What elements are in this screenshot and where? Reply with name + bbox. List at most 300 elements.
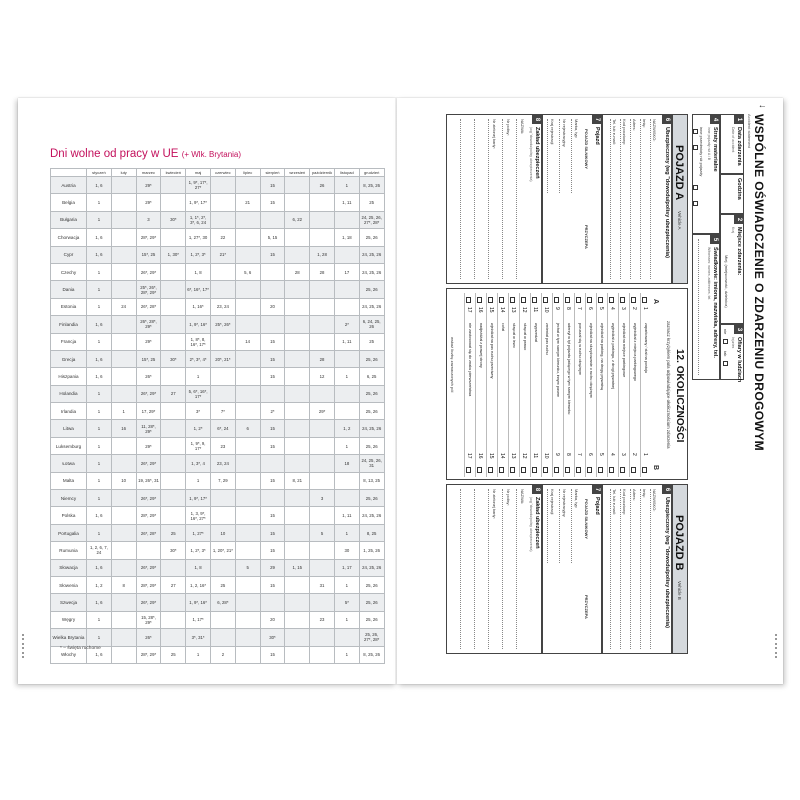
holiday-cell [235, 437, 260, 454]
circumstance-number-a: 17 [466, 307, 472, 313]
circumstance-text: wyprzedzał [534, 323, 538, 342]
holiday-cell: 26*, 29* [136, 559, 161, 576]
holiday-cell [310, 211, 335, 228]
holiday-cell: 25, 26 [359, 437, 384, 454]
header-month: listopad [334, 169, 359, 177]
circumstance-a-checkbox[interactable] [477, 297, 483, 303]
circumstance-b-checkbox[interactable] [598, 467, 604, 473]
holiday-cell [235, 524, 260, 541]
circumstance-text: wyjeżdżał z parkingu, z drogi prywatnej [611, 323, 615, 389]
holiday-cell [161, 629, 186, 646]
holiday-cell [210, 211, 235, 228]
holiday-cell: 15, 28*, 29* [136, 611, 161, 628]
holiday-cell [161, 403, 186, 420]
holiday-cell: 24, 25, 26, 31 [359, 455, 384, 472]
holiday-cell: 24, 25, 26 [359, 263, 384, 280]
right-page [397, 98, 783, 684]
holiday-cell: 30 [334, 542, 359, 559]
holiday-cell: 26*, 29* [136, 490, 161, 507]
accident-form-wrapper [410, 104, 772, 675]
circumstance-a-checkbox[interactable] [598, 297, 604, 303]
holiday-cell [235, 368, 260, 385]
holiday-cell [111, 559, 136, 576]
holiday-cell: 21* [210, 246, 235, 263]
circumstance-row [475, 293, 484, 477]
holiday-cell: 6*, 24 [210, 420, 235, 437]
holiday-cell: 29* [310, 403, 335, 420]
holiday-cell: 6, 24, 25, 26 [359, 316, 384, 333]
holiday-cell [235, 246, 260, 263]
table-row [51, 437, 385, 454]
country-cell: Szwecja [51, 594, 87, 611]
holiday-cell [310, 229, 335, 246]
circumstance-a-checkbox[interactable] [510, 297, 516, 303]
vehicle-a-insured[interactable]: 6 Ubezpieczony (wg "dowodu/polisy ubezpieczenia) NAZWISKO: Imię: Adres: Kod pocztowy: Tel. lub e-mail: [602, 114, 672, 284]
holiday-cell: 27 [161, 385, 186, 402]
holiday-cell [161, 316, 186, 333]
holiday-cell: 8, 13, 25 [359, 472, 384, 489]
holiday-cell [285, 437, 310, 454]
country-cell: Austria [51, 177, 87, 194]
holiday-cell [334, 472, 359, 489]
holiday-cell [334, 385, 359, 402]
holiday-cell: 8, 25, 26 [359, 646, 384, 663]
circumstance-b-checkbox[interactable] [620, 467, 626, 473]
holiday-cell: 15 [260, 333, 285, 350]
holiday-cell [285, 316, 310, 333]
holiday-cell: 26*, 28* [136, 524, 161, 541]
holiday-cell: 29* [136, 333, 161, 350]
holiday-cell [235, 298, 260, 315]
holiday-cell [310, 437, 335, 454]
circumstance-number-a: 2 [631, 307, 637, 310]
holiday-cell: 20 [260, 611, 285, 628]
circumstance-a-checkbox[interactable] [521, 297, 527, 303]
table-row [51, 350, 385, 367]
holiday-cell: 26* [136, 368, 161, 385]
holiday-cell [260, 455, 285, 472]
holiday-cell [285, 385, 310, 402]
table-row [51, 316, 385, 333]
holiday-cell: 26*, 28*, 29* [136, 316, 161, 333]
country-cell: Chorwacja [51, 229, 87, 246]
holiday-cell [111, 368, 136, 385]
country-cell: Węgry [51, 611, 87, 628]
holiday-cell [210, 559, 235, 576]
holiday-cell [161, 194, 186, 211]
holiday-cell [161, 229, 186, 246]
holiday-cell: 20*, 21* [210, 350, 235, 367]
header-country [51, 169, 87, 177]
holiday-cell: 27 [161, 576, 186, 593]
holiday-cell: 25, 26 [359, 576, 384, 593]
holiday-cell [310, 281, 335, 298]
holiday-cell [334, 629, 359, 646]
circumstance-row [596, 293, 605, 477]
holiday-cell: 25 [359, 333, 384, 350]
circumstance-text: wjeżdżał na pas ruchu przeciwny [490, 323, 494, 379]
field-time[interactable]: Godzina [720, 174, 744, 214]
holiday-cell: 22 [210, 229, 235, 246]
holiday-cell: 10 [210, 524, 235, 541]
holiday-cell: 15 [260, 368, 285, 385]
circumstance-a-checkbox[interactable] [532, 297, 538, 303]
holiday-cell: 25 [161, 646, 186, 663]
circumstance-b-checkbox[interactable] [477, 467, 483, 473]
holiday-cell [210, 368, 235, 385]
holiday-cell: 26*, 29* [136, 263, 161, 280]
holiday-cell [111, 229, 136, 246]
holiday-cell: 19, 26*, 31 [136, 472, 161, 489]
circumstance-a-checkbox[interactable] [554, 297, 560, 303]
circumstance-b-checkbox[interactable] [499, 467, 505, 473]
circumstance-text: wjeżdżał na skrzyżowanie o ruchu okrężnym [589, 323, 593, 398]
holiday-cell: 15 [260, 194, 285, 211]
holiday-cell [285, 594, 310, 611]
holiday-cell [161, 437, 186, 454]
holiday-cell: 12 [310, 368, 335, 385]
holiday-cell: 17, 29* [136, 403, 161, 420]
holiday-cell: 28*, 29* [136, 576, 161, 593]
holiday-cell: 1, 20*, 21* [210, 542, 235, 559]
vehicle-a-band: POJAZD A Vehicle A [672, 114, 688, 284]
circumstance-row [541, 293, 550, 477]
holiday-cell [310, 559, 335, 576]
circumstance-text: nadjeżdżał z prawej strony [479, 323, 483, 368]
circumstance-a-checkbox[interactable] [499, 297, 505, 303]
country-cell: Malta [51, 472, 87, 489]
binding-holes-right [775, 634, 777, 658]
circumstance-a-checkbox[interactable] [565, 297, 571, 303]
footnote: * – święta ruchome [60, 646, 101, 651]
circumstance-number-b: 10 [543, 453, 549, 459]
holiday-cell [285, 490, 310, 507]
damage-no-checkbox[interactable] [693, 129, 698, 134]
field-place[interactable]: 2 Miejsce zdarzenia: Kraj Miej. (miejscowość, dzielnica) [720, 214, 744, 324]
holiday-cell: 1, 8 [186, 559, 211, 576]
holiday-cell: 1 [334, 611, 359, 628]
circumstance-a-checkbox[interactable] [609, 297, 615, 303]
holiday-cell [235, 490, 260, 507]
holiday-cell: 26*, 29* [136, 385, 161, 402]
holiday-cell: 25, 26 [359, 281, 384, 298]
holiday-cell: 1 [87, 455, 112, 472]
holiday-cell: 23 [310, 611, 335, 628]
left-page [18, 98, 397, 684]
holiday-cell [161, 507, 186, 524]
holiday-cell [111, 263, 136, 280]
holiday-cell [334, 298, 359, 315]
holiday-cell: 2* [334, 316, 359, 333]
circumstance-b-checkbox[interactable] [587, 467, 593, 473]
circumstance-b-checkbox[interactable] [532, 467, 538, 473]
circumstance-row [574, 293, 583, 477]
circumstance-number-b: 4 [609, 453, 615, 456]
holiday-cell: 1 [87, 385, 112, 402]
vehicle-a-insurer[interactable]: 8 Zakład ubezpieczeń (wg "dowodu/polisy ubezpieczenia) NAZWA: Nr polisy: Nr zielonej karty: [446, 114, 542, 284]
holiday-cell: 2* [260, 403, 285, 420]
holiday-cell: 1, 9*, 17* [186, 490, 211, 507]
holiday-cell: 1, 17 [334, 559, 359, 576]
holiday-cell: 1, 28 [310, 246, 335, 263]
holiday-cell: 17 [334, 263, 359, 280]
circumstance-number-a: 5 [598, 307, 604, 310]
holiday-cell [161, 455, 186, 472]
holiday-cell [111, 177, 136, 194]
injuries-no-checkbox[interactable] [723, 339, 728, 344]
holiday-cell: 29* [136, 177, 161, 194]
holiday-cell: 15 [260, 420, 285, 437]
circumstance-text: nie zastosował się do znaku pierwszeństwa [468, 323, 472, 397]
holiday-cell [161, 281, 186, 298]
holiday-cell: 5* [334, 594, 359, 611]
circumstance-row [607, 293, 616, 477]
vehicle-b-insured[interactable]: 6 Ubezpieczony (wg "dowodu/polisy ubezpieczenia) NAZWISKO: Imię: Adres: Kod pocztowy: Tel. lub e-mail: [602, 484, 672, 654]
holiday-cell: 6, 22 [285, 211, 310, 228]
holiday-cell: 10 [111, 472, 136, 489]
holiday-cell [210, 490, 235, 507]
holiday-cell [285, 455, 310, 472]
holiday-cell: 28 [310, 263, 335, 280]
country-cell: Cypr [51, 246, 87, 263]
damage-other-yes-checkbox[interactable] [693, 201, 698, 206]
circumstance-b-checkbox[interactable] [576, 467, 582, 473]
holiday-cell [111, 350, 136, 367]
holiday-cell: 15 [260, 246, 285, 263]
holiday-cell: 1, 27*, 30 [186, 229, 211, 246]
holiday-cell: 1, 2, 6, 7, 24 [87, 542, 112, 559]
holiday-cell: 24 [111, 298, 136, 315]
field-date[interactable]: 1 Data zdarzenia Date of accident [720, 114, 744, 174]
holiday-cell [310, 507, 335, 524]
table-row [51, 194, 385, 211]
holiday-cell: 1, 6 [87, 368, 112, 385]
circumstance-a-checkbox[interactable] [466, 297, 472, 303]
holiday-cell [334, 403, 359, 420]
holiday-cell: 15 [260, 576, 285, 593]
holiday-cell: 25*, 26* [210, 316, 235, 333]
circumstance-a-checkbox[interactable] [631, 297, 637, 303]
holiday-cell [161, 611, 186, 628]
title-text: Dni wolne od pracy w UE [50, 148, 179, 160]
holiday-cell: 6, 25 [359, 368, 384, 385]
holiday-cell [235, 455, 260, 472]
holiday-cell: 26* [136, 629, 161, 646]
circumstance-b-checkbox[interactable] [565, 467, 571, 473]
circumstance-b-checkbox[interactable] [466, 467, 472, 473]
holiday-cell [111, 246, 136, 263]
header-month: grudzień [359, 169, 384, 177]
circumstance-text: zaparkowany / stał na postoju [644, 323, 648, 374]
form-title: WSPÓLNE OŚWIADCZENIE O ZDARZENIU DROGOWYM [752, 114, 766, 452]
vehicle-a-vehicle[interactable]: 7 Pojazd POJAZD SILNIKOWY PRZYCZEPA Marka, typ Nr rejestracyjny Kraj rejestracji [542, 114, 602, 284]
holiday-cell [285, 403, 310, 420]
holiday-cell: 1, 15 [285, 559, 310, 576]
holiday-cell: 1 [186, 646, 211, 663]
holiday-cell [161, 559, 186, 576]
circumstance-b-checkbox[interactable] [510, 467, 516, 473]
holiday-cell: 30* [260, 629, 285, 646]
form-subtitle: Accident statement [747, 114, 752, 149]
circumstance-b-checkbox[interactable] [631, 467, 637, 473]
holiday-cell: 7, 29 [210, 472, 235, 489]
circumstance-number-a: 16 [477, 307, 483, 313]
holiday-cell: 23, 24 [210, 298, 235, 315]
circumstance-text: uderzył w tył pojazdu jadącego w tym samym kierunku [567, 323, 571, 415]
holiday-cell: 1, 8 [186, 263, 211, 280]
holiday-cell: 1, 6 [87, 316, 112, 333]
circumstance-number-a: 3 [620, 307, 626, 310]
circumstance-text: wjeżdżał na miejsce parkingowe [622, 323, 626, 378]
accident-statement-form [410, 104, 772, 675]
holiday-cell: 1 [87, 403, 112, 420]
holiday-cell: 1 [87, 420, 112, 437]
holiday-cell: 1, 3, 9*, 16*, 27* [186, 507, 211, 524]
circumstance-text: wyjeżdżał z miejsca parkingowego [633, 323, 637, 382]
vehicle-b-vehicle[interactable]: 7 Pojazd POJAZD SILNIKOWY PRZYCZEPA Marka, typ Nr rejestracyjny Kraj rejestracji [542, 484, 602, 654]
holiday-cell: 1 [334, 437, 359, 454]
circumstance-text: jechał w tym samym kierunku, innym pasem [556, 323, 560, 398]
circumstance-a-checkbox[interactable] [620, 297, 626, 303]
circumstance-b-checkbox[interactable] [543, 467, 549, 473]
holiday-cell: 1 [87, 629, 112, 646]
holiday-cell [285, 333, 310, 350]
holiday-cell: 1 [87, 611, 112, 628]
circumstance-text: poruszał się w ruchu okrężnym [578, 323, 582, 376]
holiday-cell [235, 229, 260, 246]
holiday-cell [111, 542, 136, 559]
table-row [51, 455, 385, 472]
holiday-cell [111, 611, 136, 628]
holiday-cell: 1 [87, 333, 112, 350]
circumstance-a-checkbox[interactable] [587, 297, 593, 303]
circumstance-b-checkbox[interactable] [554, 467, 560, 473]
holiday-cell: 15 [260, 507, 285, 524]
holiday-cell [285, 611, 310, 628]
holiday-cell: 1 [87, 263, 112, 280]
holiday-cell: 1, 9*, 16* [186, 316, 211, 333]
holiday-cell: 1, 6 [87, 350, 112, 367]
holiday-cell: 31 [310, 576, 335, 593]
holiday-cell [235, 594, 260, 611]
circumstance-a-checkbox[interactable] [576, 297, 582, 303]
holiday-cell [310, 472, 335, 489]
circumstance-number-b: 15 [488, 453, 494, 459]
holiday-cell [111, 455, 136, 472]
holiday-cell [111, 333, 136, 350]
holiday-cell [260, 211, 285, 228]
circumstance-number-a: 10 [543, 307, 549, 313]
holiday-cell [310, 646, 335, 663]
holiday-cell [136, 542, 161, 559]
country-cell: Słowacja [51, 559, 87, 576]
circumstance-b-checkbox[interactable] [488, 467, 494, 473]
circumstance-a-checkbox[interactable] [543, 297, 549, 303]
circumstance-number-b: 2 [631, 453, 637, 456]
circumstance-row [640, 293, 649, 477]
holiday-cell [111, 437, 136, 454]
circumstance-a-checkbox[interactable] [642, 297, 648, 303]
holiday-cell: 14 [235, 333, 260, 350]
header-month: wrzesień [285, 169, 310, 177]
circumstance-row [464, 293, 473, 477]
damage-yes-checkbox[interactable] [693, 145, 698, 150]
field-injuries[interactable]: 3 Ofiary w ludziach Injuries nie tak [720, 324, 744, 380]
circumstance-row [563, 293, 572, 477]
country-cell: Belgia [51, 194, 87, 211]
circumstance-text: wjeżdżał na parking, na drogę prywatną [600, 323, 604, 390]
holidays-table [50, 168, 385, 664]
country-cell: Litwa [51, 420, 87, 437]
table-row [51, 333, 385, 350]
holiday-cell [235, 576, 260, 593]
country-cell: Słowenia [51, 576, 87, 593]
holiday-cell: 25, 26 [359, 594, 384, 611]
table-row [51, 385, 385, 402]
circumstance-b-checkbox[interactable] [642, 467, 648, 473]
circumstance-text: skręcał w prawo [523, 323, 527, 351]
holiday-cell: 1, 9*, 17* [186, 194, 211, 211]
vehicle-b-band: POJAZD B Vehicle B [672, 484, 688, 654]
holiday-cell [285, 646, 310, 663]
holiday-cell [161, 298, 186, 315]
holiday-cell: 1, 6 [87, 229, 112, 246]
holiday-cell: 29* [136, 437, 161, 454]
circumstance-row [629, 293, 638, 477]
holiday-cell: 1 [334, 524, 359, 541]
circumstance-number-a: 11 [532, 307, 538, 313]
holiday-cell: 1, 9*, 16* [186, 594, 211, 611]
circumstance-row [552, 293, 561, 477]
field-damage[interactable]: 4 Straty materialne inne pojazdy niż A i B inne przedmioty niż pojazdy [692, 114, 720, 234]
holiday-cell [210, 333, 235, 350]
holiday-cell: 25, 26 [359, 385, 384, 402]
vehicle-b-insurer[interactable]: 8 Zakład ubezpieczeń (wg "dowodu/polisy ubezpieczenia) NAZWA: Nr polisy: Nr zielonej karty: [446, 484, 542, 654]
holiday-cell [235, 403, 260, 420]
country-cell: Hiszpania [51, 368, 87, 385]
circumstance-text: cofał [501, 323, 505, 332]
holiday-cell [285, 229, 310, 246]
holiday-cell [310, 594, 335, 611]
holiday-cell [111, 594, 136, 611]
holiday-cell: 8, 25 [359, 524, 384, 541]
holiday-cell: 5 [310, 524, 335, 541]
circumstance-row [497, 293, 506, 477]
holiday-cell: 1 [334, 646, 359, 663]
circumstance-number-b: 5 [598, 453, 604, 456]
circumstance-number-a: 7 [576, 307, 582, 310]
holiday-cell: 25, 26 [359, 350, 384, 367]
holiday-cell [334, 246, 359, 263]
holiday-cell: 1 [111, 403, 136, 420]
circumstance-b-checkbox[interactable] [521, 467, 527, 473]
circumstance-number-b: 14 [499, 453, 505, 459]
holiday-cell: 15 [260, 350, 285, 367]
field-witnesses[interactable]: 5 Świadkowie: imiona, nazwiska, adresy, tel. Witnesses: names, addresses, tel. [692, 234, 720, 380]
holiday-cell [111, 646, 136, 663]
holiday-cell: 29* [136, 194, 161, 211]
circumstance-a-checkbox[interactable] [488, 297, 494, 303]
country-cell: Polska [51, 507, 87, 524]
holiday-cell [161, 368, 186, 385]
circumstance-b-checkbox[interactable] [609, 467, 615, 473]
holiday-cell: 1 [87, 281, 112, 298]
injuries-yes-checkbox[interactable] [723, 361, 728, 366]
damage-other-no-checkbox[interactable] [693, 185, 698, 190]
holiday-cell: 1 [87, 437, 112, 454]
holiday-cell [310, 629, 335, 646]
holiday-cell: 1 [87, 524, 112, 541]
